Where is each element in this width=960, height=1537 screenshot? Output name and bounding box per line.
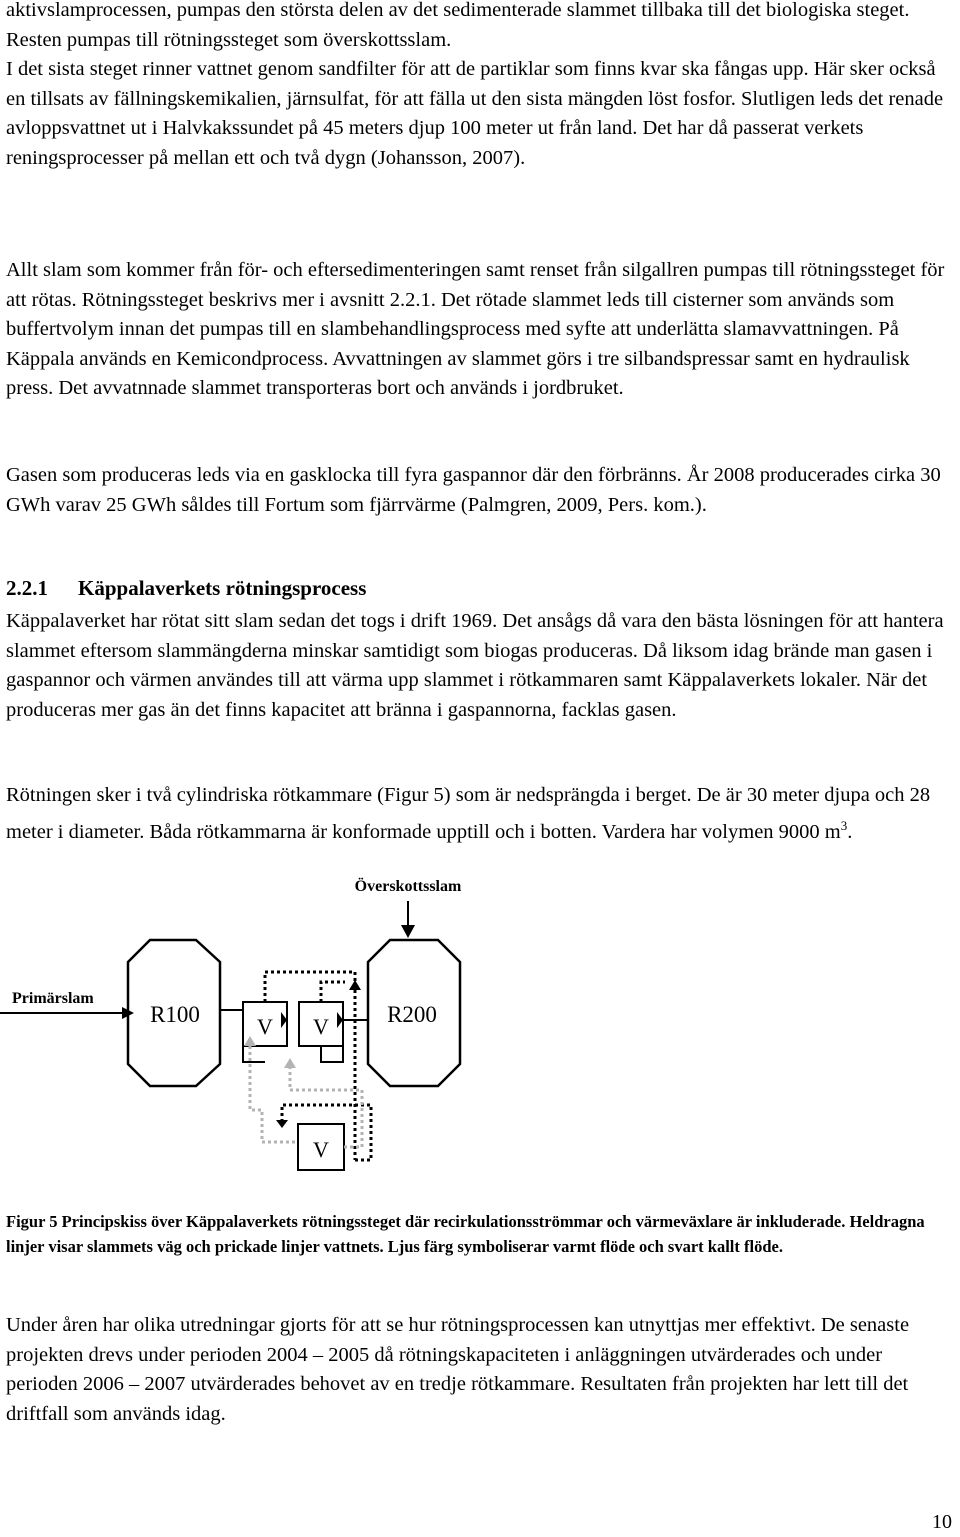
paragraph-sand-filter: I det sista steget rinner vattnet genom sandfilter för att de partiklar som finns kvar ska fångas upp. Här sker också en tillsats av fällningskemikalien, järnsulfat, för att fälla ut den sista mängden löst fosfor. Slutligen leds det renade avloppsvattnet ut i Halvkakssundet på 45 meters djup 100 meter ut från land. Det har då passerat verkets reningsprocesser på mellan ett och två dygn (Johansson, 2007).: [6, 58, 944, 169]
section-title: Käppalaverkets rötningsprocess: [78, 576, 367, 600]
warm-flow-arrowhead-2: [284, 1058, 296, 1068]
paragraph-sludge-treatment: Allt slam som kommer från för- och eftersedimenteringen samt renset från silgallren pumpas till rötningssteget för att rötas. Rötningssteget beskrivs mer i avsnitt 2.2.1. Det rötade slammet leds till cisterner som används som buffertvolym innan det pumpas till en slambehandlingsprocess med syfte att underlätta slamavvattningen. På Käppala används en Kemicondprocess. Avvattningen av slammet görs i tre silbandspressar samt en hydraulisk press. Det avvatnnade slammet transporteras bort och används i jordbruket.: [6, 259, 945, 399]
heat-exchanger-1-label: V: [257, 1014, 273, 1039]
cold-water-loop-inner: [321, 982, 345, 1002]
paragraph-sludge-return: aktivslamprocessen, pumpas den största delen av det sedimenterade slammet tillbaka till det biologiska steget. Resten pumpas till rötningssteget som överskottsslam.: [6, 0, 910, 51]
figure-caption: Figur 5 Principskiss över Käppalaverkets rötningssteget där recirkulationsströmmar och värmeväxlare är inkluderade. Heldragna linjer visar slammets väg och prickade linjer vattnets. Ljus färg symboliserar varmt flöde och svart kallt flöde.: [6, 1212, 925, 1256]
sludge-return-line-2: [321, 1046, 343, 1062]
cold-flow-arrowhead-2: [349, 980, 361, 990]
digestion-schematic-figure: [0, 860, 960, 1190]
section-number: 2.2.1: [6, 576, 48, 600]
chambers-text: Rötningen sker i två cylindriska rötkammare (Figur 5) som är nedsprängda i berget. De är 30 meter djupa och 28 meter i diameter. Båda rötkammarna är konformade upptill och i botten. Vardera har volymen 9000 m: [6, 784, 931, 843]
paragraph-gas-production: Gasen som produceras leds via en gasklocka till fyra gaspannor där den förbränns. År 2008 producerades cirka 30 GWh varav 25 GWh såldes till Fortum som fjärrvärme (Palmgren, 2009, Pers. kom.).: [6, 464, 941, 516]
section-heading: [6, 574, 366, 603]
paragraph-digestion-chambers: [6, 781, 954, 847]
page-number: 10: [932, 1511, 952, 1533]
label-primarslam: Primärslam: [12, 990, 94, 1007]
paragraph-digestion-history: Käppalaverket har rötat sitt slam sedan det togs i drift 1969. Det ansågs då vara den bästa lösningen för att hantera slammet eftersom slammängderna minskar samtidigt som biogas produceras. Då liksom idag brände man gasen i gaspannor och värmen användes till att värma upp slammet i rötkammaren samt Käppalaverkets lokaler. När det produceras mer gas än det finns kapacitet att bränna i gaspannorna, facklas gasen.: [6, 610, 944, 721]
overskottsslam-arrowhead: [401, 925, 415, 938]
chamber-r200-label: R200: [387, 1002, 437, 1027]
superscript-three: 3: [840, 817, 848, 833]
paragraph-recent-projects: Under åren har olika utredningar gjorts för att se hur rötningsprocessen kan utnyttjas mer effektivt. De senaste projekten drevs under perioden 2004 – 2005 då rötningskapaciteten i anläggningen utvärderades och under perioden 2006 – 2007 utvärderades behovet av en tredje rötkammare. Resultaten från projekten har lett till det driftfall som används idag.: [6, 1314, 910, 1425]
label-overskottsslam: Överskottsslam: [354, 878, 462, 895]
heat-exchanger-2-label: V: [313, 1014, 329, 1039]
chambers-text-end: .: [847, 820, 853, 843]
chamber-r100-label: R100: [150, 1002, 200, 1027]
cold-flow-arrowhead-1: [276, 1120, 288, 1128]
heat-exchanger-3-label: V: [313, 1137, 329, 1162]
